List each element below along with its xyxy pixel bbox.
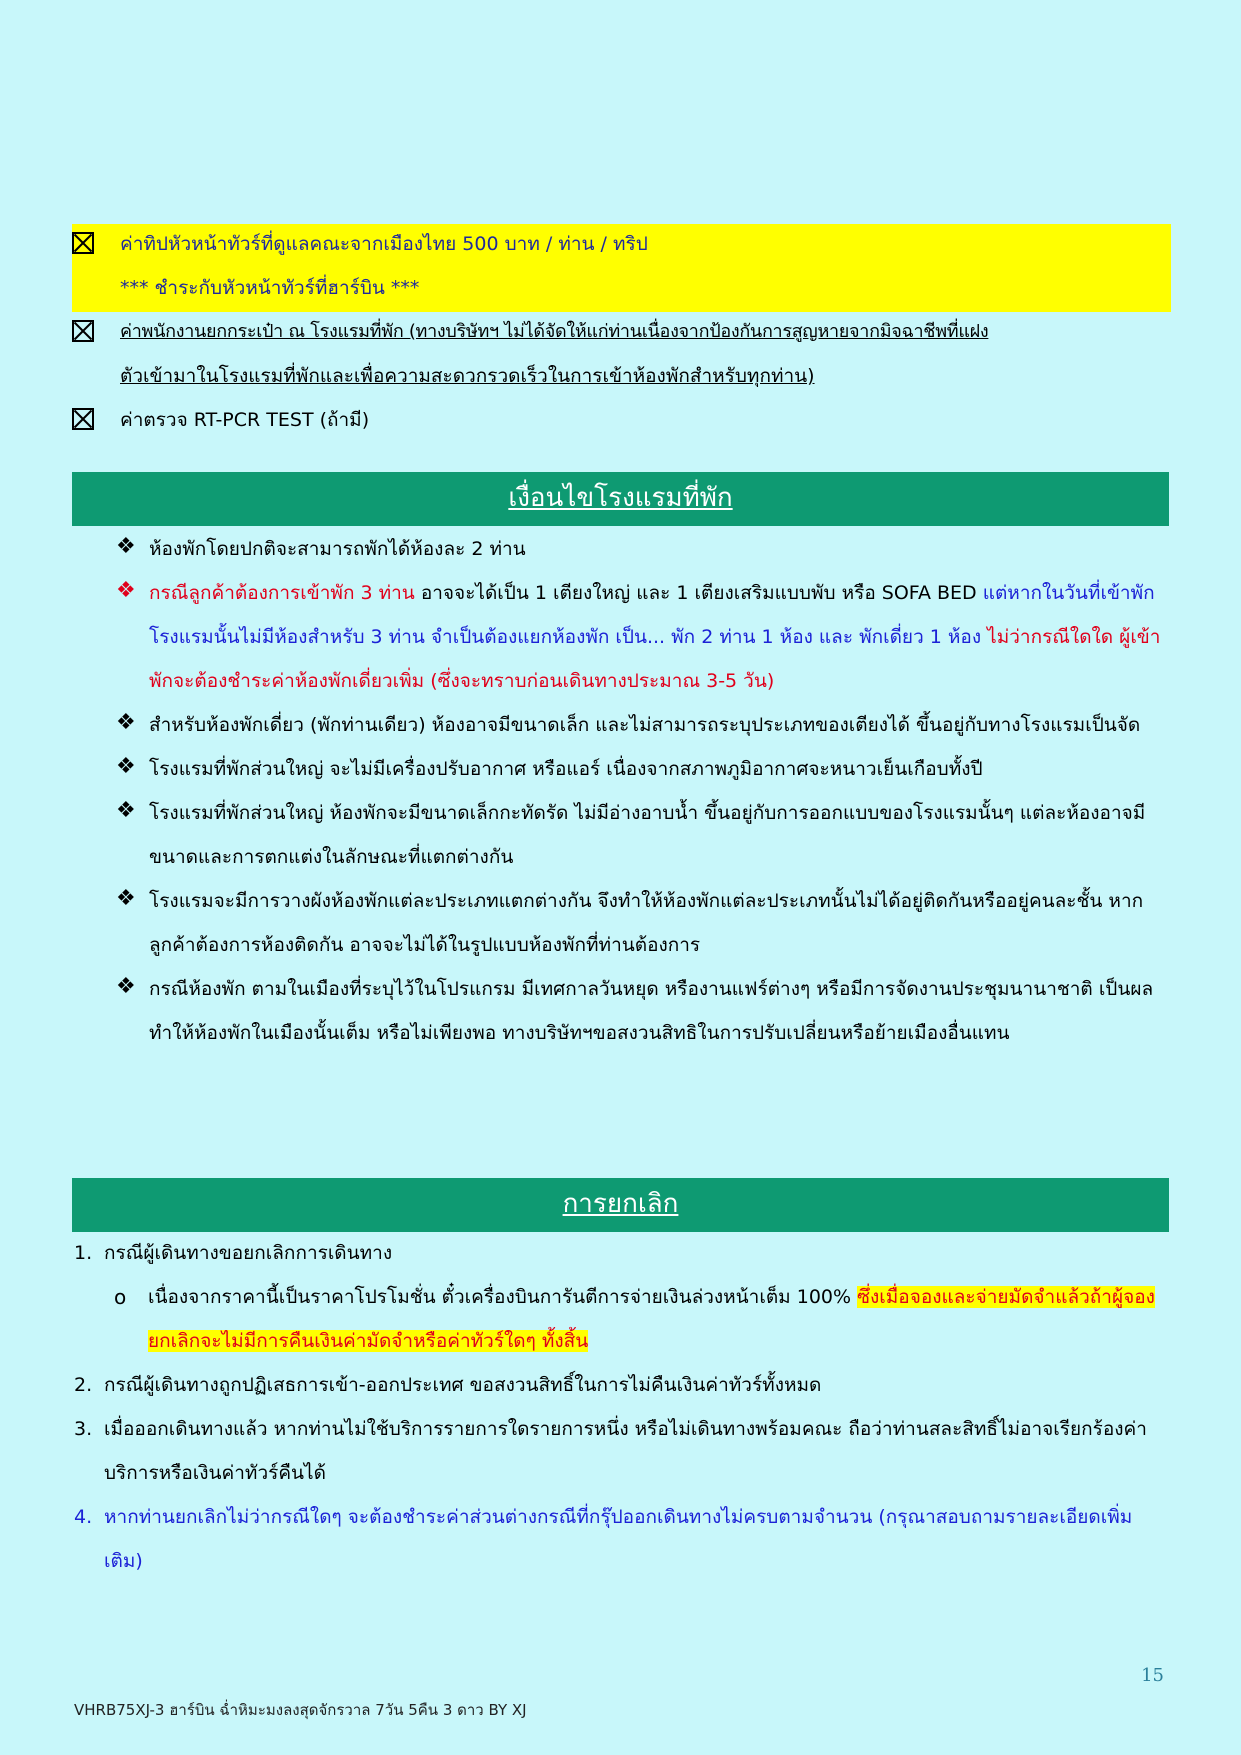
list-item: 1. กรณีผู้เดินทางขอยกเลิกการเดินทาง (74, 1242, 393, 1264)
diamond-bullet-icon: ❖ (116, 974, 136, 999)
list-item: 3. เมื่อออกเดินทางแล้ว หากท่านไม่ใช้บริการรายการใดรายการหนึ่ง หรือไม่เดินทางพร้อมคณะ ถือว่าท่านสละสิทธิ์ไม่อาจเรียกร้องค่าบริการหรือเงินค่าทัวร์คืนได้ (74, 1418, 1147, 1484)
diamond-bullet-icon: ❖ (116, 578, 136, 603)
list-item: ❖ ห้องพักโดยปกติจะสามารถพักได้ห้องละ 2 ท่าน (116, 527, 1171, 571)
triple-room-blue: แต่หากในวันที่เข้าพักโรงแรมนั้นไม่มีห้องสำหรับ 3 ท่าน จำเป็นต้องแยกห้องพัก เป็น... พัก 2 ท่าน 1 ห้อง และ พักเดี่ยว 1 ห้อง (149, 582, 1155, 648)
porter-line-2: ตัวเข้ามาในโรงแรมที่พักและเพื่อความสะดวกรวดเร็วในการเข้าห้องพักสำหรับทุกท่าน) (120, 365, 815, 387)
diamond-bullet-icon: ❖ (116, 886, 136, 911)
triple-room-black: อาจจะได้เป็น 1 เตียงใหญ่ และ 1 เตียงเสริมแบบพับ หรือ SOFA BED (420, 582, 983, 604)
cancel-section-header: การยกเลิก (72, 1178, 1169, 1232)
circle-bullet-icon: o (114, 1285, 127, 1309)
deposit-text: เนื่องจากราคานี้เป็นราคาโปรโมชั่น ตั๋วเครื่องบินการันตีการจ่ายเงินล่วงหน้าเต็ม 100% (148, 1286, 858, 1308)
list-item: ❖ กรณีห้องพัก ตามในเมืองที่ระบุไว้ในโปรแกรม มีเทศกาลวันหยุด หรืองานแฟร์ต่างๆ หรือมีการจัดงานประชุมนานาชาติ เป็นผลทำให้ห้องพักในเมืองนั้นเต็ม หรือไม่เพียงพอ ทางบริษัทฯขอสงวนสิทธิในการปรับเปลี่ยนหรือย้ายเมืองอื่นแทน (116, 967, 1171, 1055)
diamond-bullet-icon: ❖ (116, 754, 136, 779)
tip-line-2: *** ชำระกับหัวหน้าทัวร์ที่ฮาร์บิน *** (120, 277, 420, 299)
footer: VHRB75XJ-3 ฮาร์บิน ฉ่ำหิมะมงลงสุดจักรวาล 7วัน 5คืน 3 ดาว BY XJ (74, 1701, 527, 1719)
diamond-bullet-icon: ❖ (116, 798, 136, 823)
list-item: ❖ โรงแรมที่พักส่วนใหญ่ ห้องพักจะมีขนาดเล็กกะทัดรัด ไม่มีอ่างอาบน้ำ ขึ้นอยู่กับการออกแบบของโรงแรมนั้นๆ แต่ละห้องอาจมีขนาดและการตกแต่งในลักษณะที่แตกต่างกัน (116, 791, 1171, 879)
list-item: ❖ สำหรับห้องพักเดี่ยว (พักท่านเดียว) ห้องอาจมีขนาดเล็ก และไม่สามารถระบุประเภทของเตียงได้ ขึ้นอยู่กับทางโรงแรมเป็นจัด (116, 703, 1171, 747)
list-sub-item (74, 1275, 1171, 1363)
triple-room-red-2: ไม่ว่ากรณีใดใด ผู้เข้าพักจะต้องชำระค่าห้องพักเดี่ยวเพิ่ม (ซึ่งจะทราบก่อนเดินทางประมาณ 3-5 วัน) (149, 626, 1161, 692)
list-item: 2. กรณีผู้เดินทางถูกปฏิเสธการเข้า-ออกประเทศ ขอสงวนสิทธิ์ในการไม่คืนเงินค่าทัวร์ทั้งหมด (74, 1374, 822, 1396)
checkbox-x-icon (72, 320, 94, 342)
tip-line-1: ค่าทิปหัวหน้าทัวร์ที่ดูแลคณะจากเมืองไทย 500 บาท / ท่าน / ทริป (120, 233, 648, 255)
no-refund-highlight: ซึ่งเมื่อจองและจ่ายมัดจำแล้วถ้าผู้จองยกเลิกจะไม่มีการคืนเงินค่ามัดจำหรือค่าทัวร์ใดๆ ทั้งสิ้น (148, 1286, 1155, 1352)
porter-line-1: ค่าพนักงานยกกระเป๋า ณ โรงแรมที่พัก (ทางบริษัทฯ ไม่ได้จัดให้แก่ท่านเนื่องจากป้องกันการสูญหายจากมิจฉาชีพที่แฝง (120, 321, 989, 342)
list-item: ❖ โรงแรมที่พักส่วนใหญ่ จะไม่มีเครื่องปรับอากาศ หรือแอร์ เนื่องจากสภาพภูมิอากาศจะหนาวเย็นเกือบทั้งปี (116, 747, 1171, 791)
pcr-text: ค่าตรวจ RT-PCR TEST (ถ้ามี) (120, 409, 370, 431)
triple-room-red: กรณีลูกค้าต้องการเข้าพัก 3 ท่าน (149, 582, 421, 604)
page-number: 15 (1141, 1665, 1164, 1686)
diamond-bullet-icon: ❖ (116, 534, 136, 559)
cancellation-list (74, 1231, 1171, 1583)
checkbox-x-icon (72, 232, 94, 254)
list-item (116, 571, 1171, 703)
list-item: ❖ โรงแรมจะมีการวางผังห้องพักแต่ละประเภทแตกต่างกัน จึงทำให้ห้องพักแต่ละประเภทนั้นไม่ได้อยู่ติดกันหรืออยู่คนละชั้น หากลูกค้าต้องการห้องติดกัน อาจจะไม่ได้ในรูปแบบห้องพักที่ท่านต้องการ (116, 879, 1171, 967)
hotel-conditions-list (116, 527, 1171, 1055)
list-item: 4. หากท่านยกเลิกไม่ว่ากรณีใดๆ จะต้องชำระค่าส่วนต่างกรณีที่กรุ๊ปออกเดินทางไม่ครบตามจำนวน (กรุณาสอบถามรายละเอียดเพิ่มเติม) (74, 1506, 1133, 1572)
checkbox-x-icon (72, 408, 94, 430)
diamond-bullet-icon: ❖ (116, 710, 136, 735)
hotel-section-header: เงื่อนไขโรงแรมที่พัก (72, 472, 1169, 526)
